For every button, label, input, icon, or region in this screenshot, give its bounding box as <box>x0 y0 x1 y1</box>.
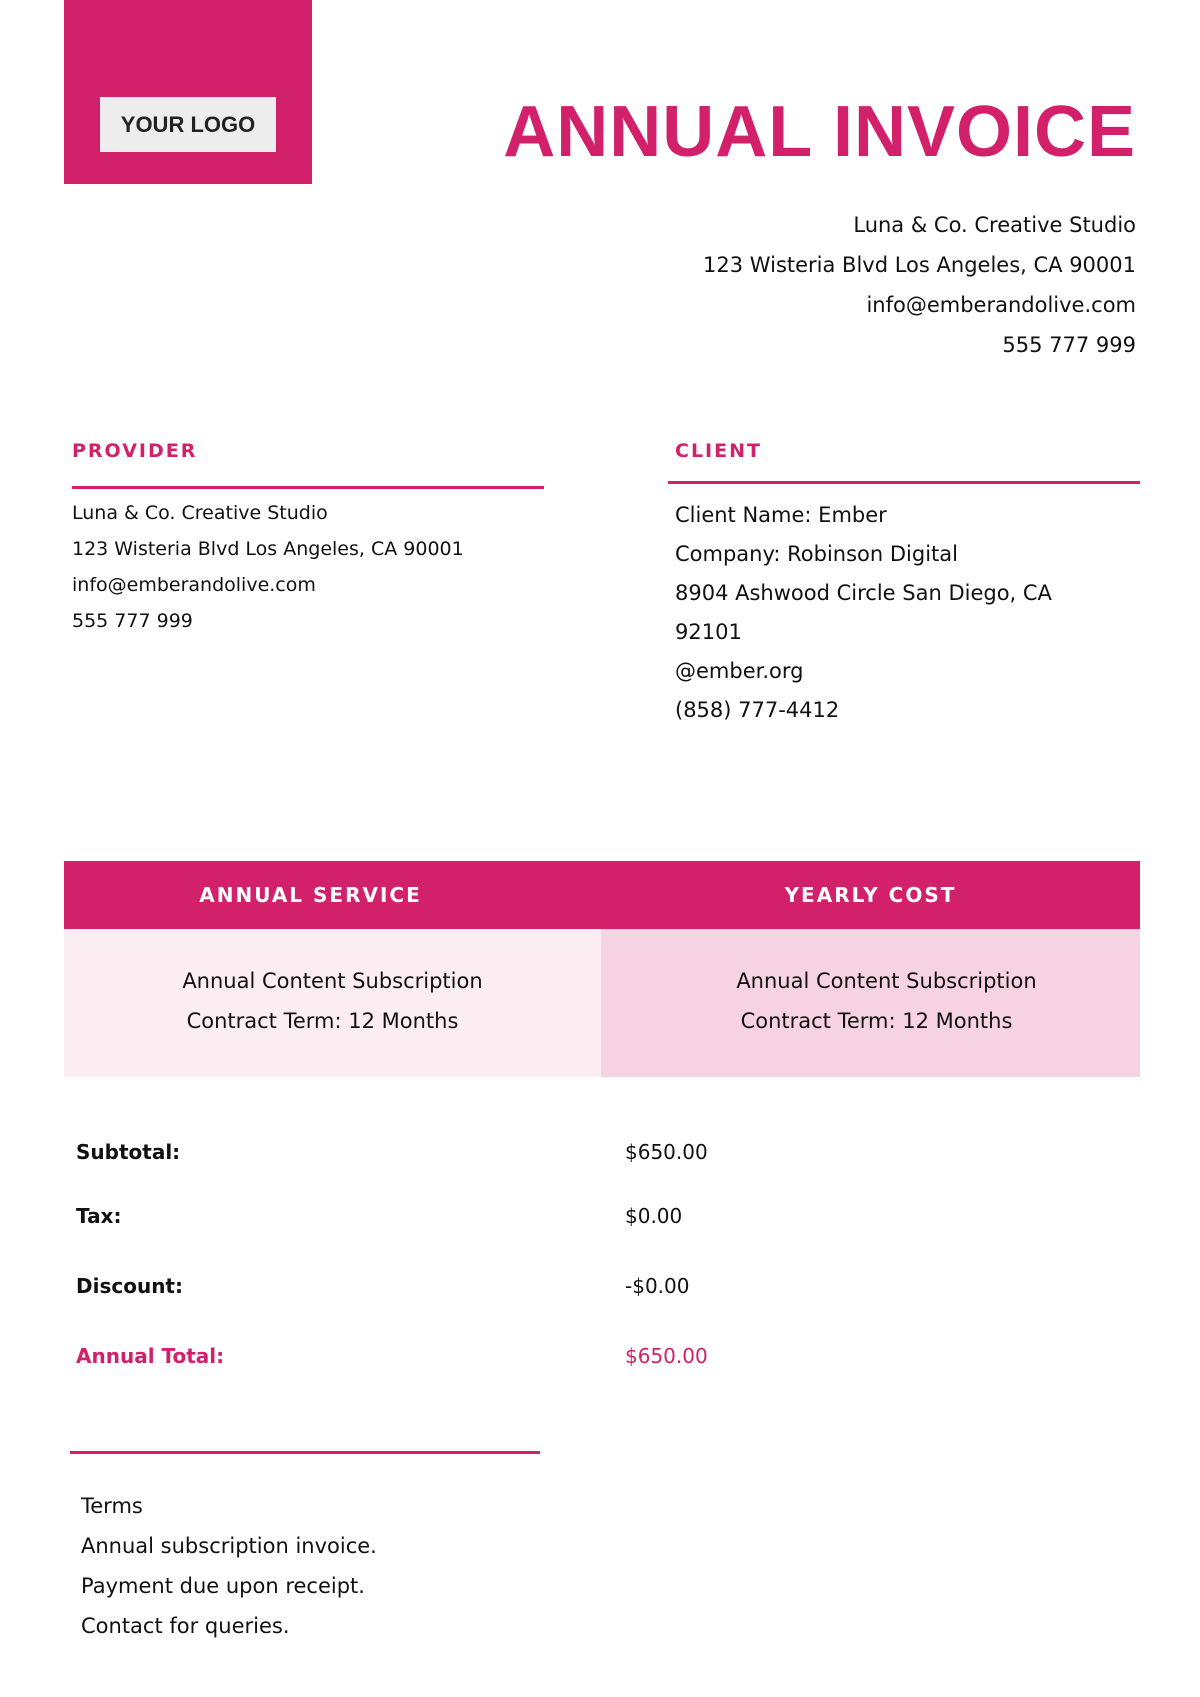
service-cell <box>64 929 601 1077</box>
logo-placeholder: YOUR LOGO <box>100 97 276 152</box>
cost-term: Contract Term: 12 Months <box>740 1009 1013 1033</box>
column-header-service: ANNUAL SERVICE <box>199 883 422 907</box>
provider-heading: PROVIDER <box>72 440 198 462</box>
tax-value: $0.00 <box>625 1204 683 1228</box>
sender-phone: 555 777 999 <box>1002 333 1136 357</box>
invoice-title: ANNUAL INVOICE <box>503 92 1136 172</box>
provider-details <box>72 496 464 640</box>
table-header <box>64 861 1140 929</box>
client-name: Client Name: Ember <box>675 503 887 527</box>
provider-address: 123 Wisteria Blvd Los Angeles, CA 90001 <box>72 538 464 560</box>
terms-heading: Terms <box>81 1494 143 1518</box>
sender-address: 123 Wisteria Blvd Los Angeles, CA 90001 <box>703 253 1136 277</box>
client-company: Company: Robinson Digital <box>675 542 958 566</box>
terms-line-1: Annual subscription invoice. <box>81 1534 377 1558</box>
logo-background <box>64 0 312 184</box>
column-header-cost: YEARLY COST <box>784 883 957 907</box>
service-name: Annual Content Subscription <box>182 969 483 993</box>
subtotal-label: Subtotal: <box>76 1140 181 1164</box>
terms-section <box>81 1488 377 1648</box>
tax-label: Tax: <box>76 1204 122 1228</box>
discount-label: Discount: <box>76 1274 183 1298</box>
provider-company: Luna & Co. Creative Studio <box>72 502 328 524</box>
client-details <box>675 496 1095 730</box>
cost-cell <box>601 929 1140 1077</box>
terms-line-2: Payment due upon receipt. <box>81 1574 365 1598</box>
terms-line-3: Contact for queries. <box>81 1614 290 1638</box>
sender-company: Luna & Co. Creative Studio <box>853 213 1136 237</box>
discount-value: -$0.00 <box>625 1274 690 1298</box>
client-address: 8904 Ashwood Circle San Diego, CA <box>675 581 1052 605</box>
client-heading: CLIENT <box>675 440 762 462</box>
client-email: @ember.org <box>675 659 804 683</box>
terms-divider <box>70 1451 540 1454</box>
subtotal-value: $650.00 <box>625 1140 708 1164</box>
provider-email: info@emberandolive.com <box>72 574 316 596</box>
provider-divider <box>72 486 544 489</box>
cost-name: Annual Content Subscription <box>736 969 1037 993</box>
client-phone: (858) 777-4412 <box>675 698 840 722</box>
service-term: Contract Term: 12 Months <box>186 1009 459 1033</box>
provider-phone: 555 777 999 <box>72 610 193 632</box>
client-divider <box>668 481 1140 484</box>
annual-total-value: $650.00 <box>625 1344 708 1368</box>
client-zip: 92101 <box>675 620 742 644</box>
annual-total-label: Annual Total: <box>76 1344 225 1368</box>
sender-info <box>703 208 1136 368</box>
sender-email: info@emberandolive.com <box>866 293 1136 317</box>
